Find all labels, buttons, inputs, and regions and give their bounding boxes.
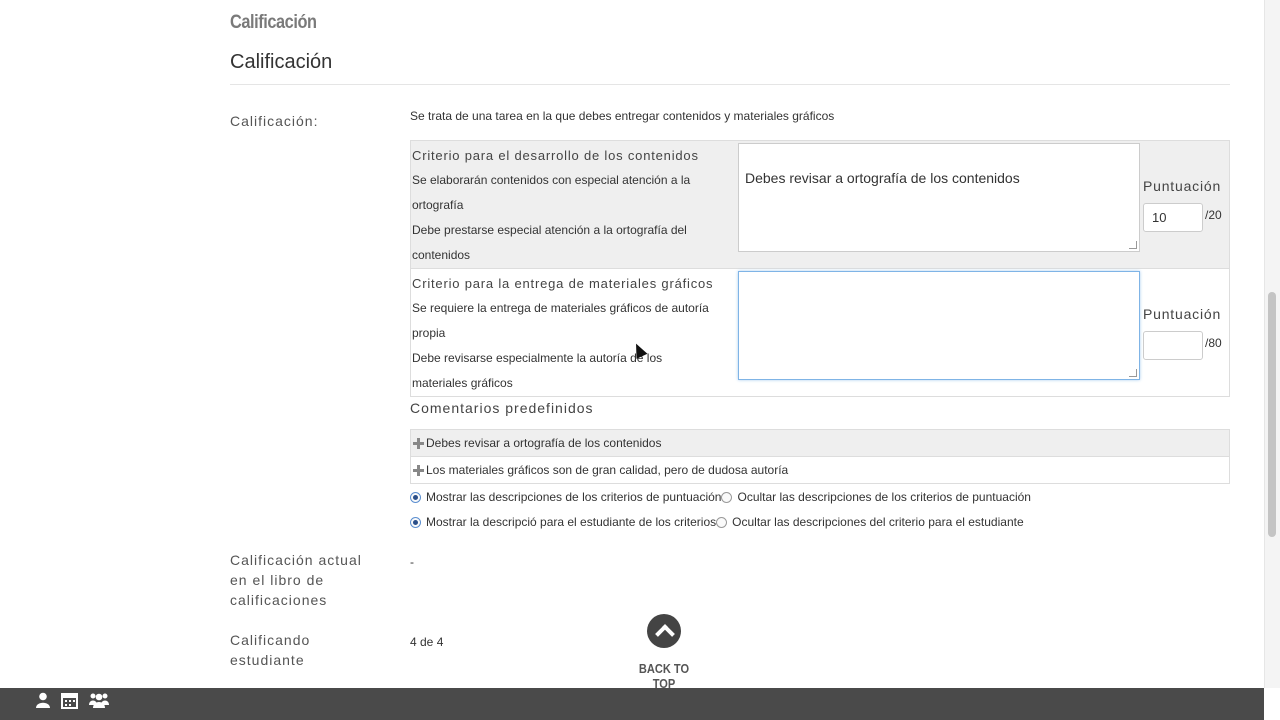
grading-student-value: 4 de 4 bbox=[410, 635, 444, 649]
student-description-toggle bbox=[410, 513, 1024, 531]
plus-icon[interactable] bbox=[413, 438, 423, 448]
grade-description: Se trata de una tarea en la que debes entregar contenidos y materiales gráficos bbox=[410, 109, 835, 123]
criterion-title: Criterio para la entrega de materiales gráficos bbox=[412, 276, 714, 291]
predefined-comment[interactable] bbox=[410, 457, 1230, 484]
score-label: Puntuación bbox=[1143, 306, 1222, 322]
resize-handle[interactable] bbox=[1129, 369, 1137, 377]
criterion-title: Criterio para el desarrollo de los contenidos bbox=[412, 148, 699, 163]
page-title: Calificación bbox=[230, 51, 333, 73]
radio-label: Ocultar las descripciones de los criterios de puntuación bbox=[737, 490, 1031, 504]
current-grade-value: - bbox=[410, 555, 414, 569]
back-to-top-label: BACK TO TOP bbox=[638, 661, 690, 688]
footer-bar bbox=[0, 688, 1264, 720]
score-label: Puntuación bbox=[1143, 178, 1222, 194]
score-input[interactable]: 10 bbox=[1143, 203, 1203, 232]
score-input[interactable] bbox=[1143, 331, 1203, 360]
criterion-line: Se requiere la entrega de materiales gráficos de autoría bbox=[412, 301, 709, 315]
comment-text: Debes revisar a ortografía de los contenidos bbox=[426, 436, 662, 450]
plus-icon[interactable] bbox=[413, 465, 423, 475]
grading-student-label: Calificando estudiante bbox=[230, 632, 311, 668]
rubric-row bbox=[410, 269, 1230, 397]
score-max: /80 bbox=[1205, 336, 1222, 350]
scrollbar-thumb[interactable] bbox=[1268, 292, 1276, 537]
resize-handle[interactable] bbox=[1129, 241, 1137, 249]
predefined-comment[interactable] bbox=[410, 430, 1230, 457]
grade-label: Calificación: bbox=[230, 113, 319, 129]
current-grade-label: Calificación actual en el libro de calificaciones bbox=[230, 552, 362, 608]
feedback-textarea[interactable] bbox=[738, 271, 1140, 380]
radio-label: Ocultar las descripciones del criterio para el estudiante bbox=[732, 515, 1024, 529]
feedback-textarea[interactable] bbox=[738, 143, 1140, 252]
radio-show-student[interactable] bbox=[410, 517, 421, 528]
divider bbox=[230, 84, 1230, 85]
predefined-comments-list bbox=[410, 429, 1230, 484]
criterion-description bbox=[412, 271, 732, 396]
criterion-description bbox=[412, 143, 732, 268]
criteria-description-toggle bbox=[410, 488, 1031, 506]
rubric-row bbox=[410, 141, 1230, 269]
user-icon[interactable] bbox=[36, 692, 50, 708]
criterion-line: materiales gráficos bbox=[412, 376, 513, 390]
feedback-text: Debes revisar a ortografía de los contenidos bbox=[745, 170, 1020, 186]
radio-label: Mostrar la descripció para el estudiante de los criterios bbox=[426, 515, 717, 529]
calendar-icon[interactable] bbox=[61, 692, 78, 709]
radio-hide-student[interactable] bbox=[716, 517, 727, 528]
criterion-line: Debe revisarse especialmente la autoría de los bbox=[412, 351, 663, 365]
score-max: /20 bbox=[1205, 208, 1222, 222]
predefined-comments-title: Comentarios predefinidos bbox=[410, 400, 594, 416]
users-icon[interactable] bbox=[89, 692, 109, 708]
back-to-top-button[interactable] bbox=[630, 614, 698, 688]
scrollbar[interactable] bbox=[1264, 0, 1280, 688]
section-heading: Calificación bbox=[230, 12, 317, 33]
comment-text: Los materiales gráficos son de gran calidad, pero de dudosa autoría bbox=[426, 463, 789, 477]
criterion-line: Se elaborarán contenidos con especial atención a la bbox=[412, 173, 691, 187]
criterion-line: ortografía bbox=[412, 198, 464, 212]
chevron-up-icon[interactable] bbox=[647, 614, 681, 648]
rubric-table bbox=[410, 140, 1230, 397]
radio-label: Mostrar las descripciones de los criterios de puntuación bbox=[426, 490, 722, 504]
radio-show-criteria[interactable] bbox=[410, 492, 421, 503]
criterion-line: contenidos bbox=[412, 248, 471, 262]
criterion-line: Debe prestarse especial atención a la ortografía del bbox=[412, 223, 687, 237]
radio-hide-criteria[interactable] bbox=[721, 492, 732, 503]
criterion-line: propia bbox=[412, 326, 446, 340]
